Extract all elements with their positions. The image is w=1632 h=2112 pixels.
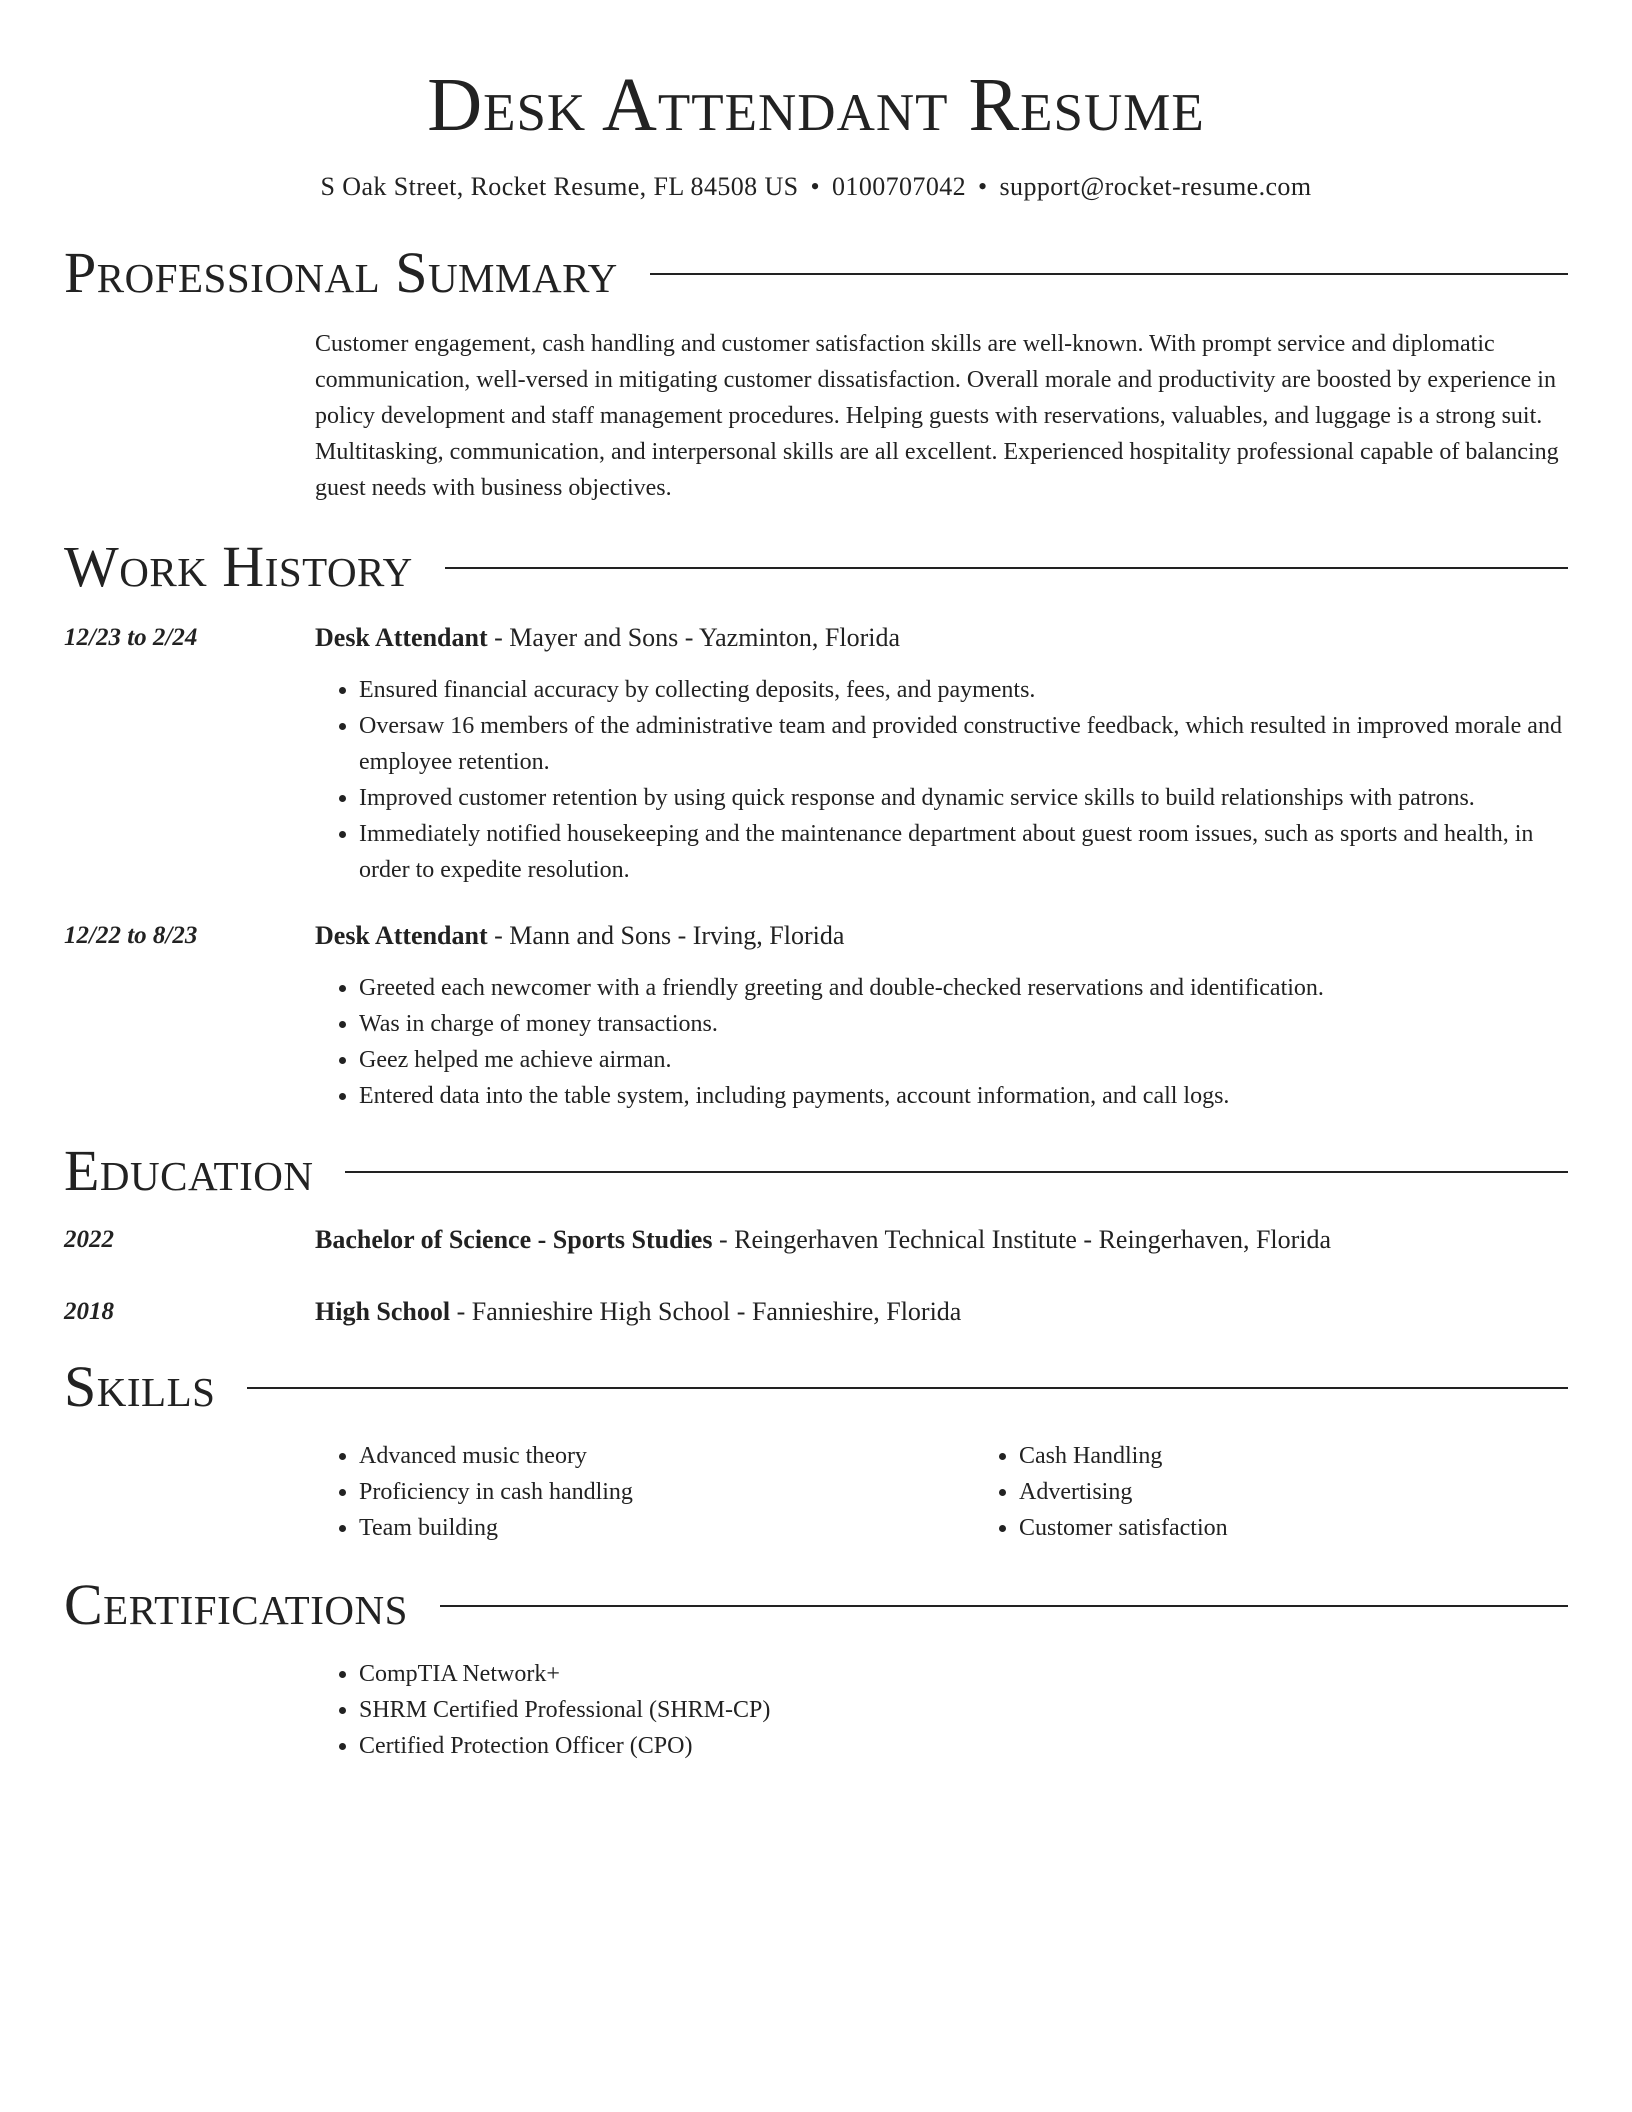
- job-bullet: • Immediately notified housekeeping and the maintenance department about guest room issues, such as sports and health, in order to expedite resolution.: [359, 816, 1568, 888]
- certifications-list: [315, 1656, 1568, 1764]
- education-degree: Bachelor of Science - Sports Studies: [315, 1225, 713, 1254]
- section-divider: [345, 1171, 1568, 1173]
- job-bullet: • Geez helped me achieve airman.: [359, 1042, 1568, 1078]
- section-title: Work History: [64, 534, 413, 599]
- job-role: Desk Attendant: [315, 921, 488, 950]
- skills-column: [975, 1438, 1228, 1546]
- contact-separator: •: [810, 172, 821, 201]
- section-title: Skills: [64, 1354, 216, 1419]
- certification-item: • CompTIA Network+: [359, 1656, 1568, 1692]
- job-dates: 12/23 to 2/24: [64, 624, 198, 651]
- section-divider: [247, 1387, 1568, 1389]
- contact-address: S Oak Street, Rocket Resume, FL 84508 US: [320, 172, 799, 201]
- summary-text: Customer engagement, cash handling and customer satisfaction skills are well-known. With prompt service and diplomatic communication, well-versed in mitigating customer dissatisfaction. Overall morale and productivity are boosted by experience in policy development and staff management procedures. Helping guests with reservations, valuables, and luggage is a strong suit. Multitasking, communication, and interpersonal skills are all excellent. Experienced hospitality professional capable of balancing guest needs with business objectives.: [315, 331, 1559, 501]
- certification-item: • Certified Protection Officer (CPO): [359, 1728, 1568, 1764]
- section-header-skills: [64, 1356, 1568, 1418]
- education-year: 2022: [64, 1226, 114, 1253]
- skill-item: • Advertising: [1019, 1474, 1228, 1510]
- job-bullet: • Oversaw 16 members of the administrative team and provided constructive feedback, which resulted in improved morale and employee retention.: [359, 708, 1568, 780]
- education-details: - Reingerhaven Technical Institute - Reingerhaven, Florida: [712, 1225, 1332, 1254]
- skill-item: • Customer satisfaction: [1019, 1510, 1228, 1546]
- education-heading: [315, 1222, 1568, 1258]
- skill-item: • Team building: [359, 1510, 975, 1546]
- job-bullet: • Entered data into the table system, including payments, account information, and call logs.: [359, 1078, 1568, 1114]
- job-bullet: • Greeted each newcomer with a friendly greeting and double-checked reservations and identification.: [359, 970, 1568, 1006]
- skills-column: [315, 1438, 975, 1546]
- section-divider: [440, 1605, 1568, 1607]
- skill-item: • Cash Handling: [1019, 1438, 1228, 1474]
- job-bullets: [315, 672, 1568, 888]
- job-details: - Mann and Sons - Irving, Florida: [487, 921, 845, 950]
- job-bullet: • Was in charge of money transactions.: [359, 1006, 1568, 1042]
- contact-separator: •: [978, 172, 988, 201]
- contact-phone: 0100707042: [832, 172, 967, 201]
- job-heading: [315, 620, 1568, 656]
- skill-item: • Proficiency in cash handling: [359, 1474, 975, 1510]
- job-bullet: • Ensured financial accuracy by collecting deposits, fees, and payments.: [359, 672, 1568, 708]
- section-title: Professional Summary: [64, 240, 618, 305]
- job-heading: [315, 918, 1568, 954]
- education-degree: High School: [315, 1297, 451, 1326]
- education-heading: [315, 1294, 1568, 1330]
- section-title: Education: [64, 1138, 314, 1203]
- education-entry: [64, 1294, 1568, 1330]
- job-dates: 12/22 to 8/23: [64, 922, 198, 949]
- education-details: - Fannieshire High School - Fannieshire, Florida: [450, 1297, 962, 1326]
- section-divider: [445, 567, 1568, 569]
- contact-email: support@rocket-resume.com: [999, 172, 1312, 201]
- job-entry: [64, 620, 1568, 888]
- resume-title: Desk Attendant Resume: [427, 63, 1205, 147]
- section-header-summary: [64, 242, 1568, 304]
- education-year: 2018: [64, 1298, 114, 1325]
- section-title: Certifications: [64, 1572, 408, 1637]
- contact-line: [64, 170, 1568, 204]
- section-header-certifications: [64, 1574, 1568, 1636]
- certifications-bullets: [315, 1656, 1568, 1764]
- section-divider: [650, 273, 1568, 275]
- job-bullet: • Improved customer retention by using quick response and dynamic service skills to build relationships with patrons.: [359, 780, 1568, 816]
- education-entry: [64, 1222, 1568, 1258]
- job-role: Desk Attendant: [315, 623, 488, 652]
- section-header-education: [64, 1140, 1568, 1202]
- job-bullets: [315, 970, 1568, 1114]
- skills-list: [315, 1418, 1568, 1546]
- section-header-work-history: [64, 536, 1568, 598]
- certification-item: • SHRM Certified Professional (SHRM-CP): [359, 1692, 1568, 1728]
- job-entry: [64, 918, 1568, 1114]
- job-details: - Mayer and Sons - Yazminton, Florida: [487, 623, 900, 652]
- skill-item: • Advanced music theory: [359, 1438, 975, 1474]
